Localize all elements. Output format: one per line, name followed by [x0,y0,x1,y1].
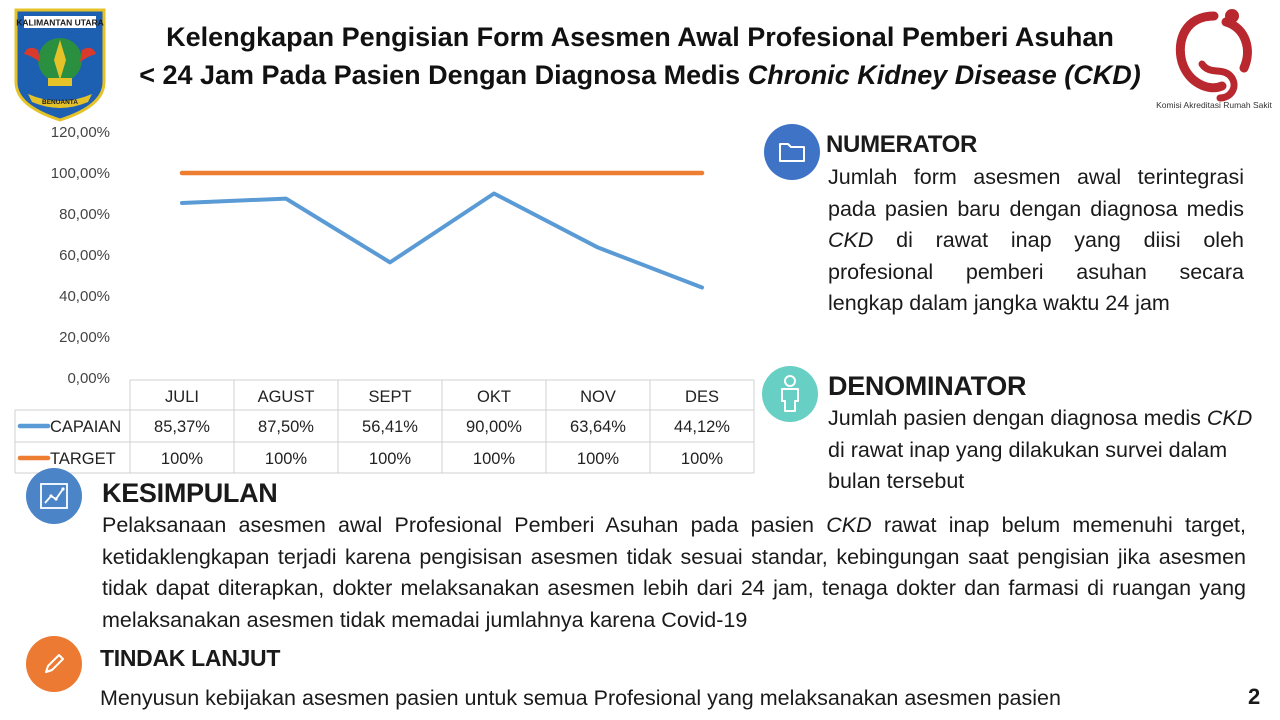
numerator-text [828,162,1244,320]
y-tick-label: 40,00% [59,288,110,305]
numerator-text-part: Jumlah form asesmen awal terintegrasi pada pasien baru dengan diagnosa medis [828,165,1244,221]
kesimpulan-text [102,510,1246,636]
kesimpulan-text-part: Pelaksanaan asesmen awal Profesional Pemberi Asuhan pada pasien [102,513,827,537]
person-icon [762,366,818,422]
x-tick-label: NOV [580,388,616,406]
data-table-cells [20,388,730,468]
numerator-heading: NUMERATOR [826,131,978,158]
emblem-label: KALIMANTAN UTARA [16,17,104,28]
data-label-target: 100% [576,450,620,468]
series-lines [182,173,702,288]
legend-label-capaian: CAPAIAN [50,418,122,436]
data-label-capaian: 87,50% [258,418,314,436]
kesimpulan-text-part: rawat inap belum memenuhi target, ketidaklengkapan terjadi karena pengisisan asesmen tidak sesuai standar, kebingungan saat pengisian jika asesmen tidak dapat diterapkan, dokter melaksanakan asesmen lebih dari 24 jam, tenaga dokter dan farmasi di ruangan yang melaksanakan asesmen tidak memadai jumlahnya karena Covid-19 [102,513,1246,632]
folder-icon [764,124,820,180]
title-line-2 [120,56,1160,94]
tindak-lanjut-heading: TINDAK LANJUT [100,645,281,671]
title-line-2-prefix: < 24 Jam Pada Pasien Dengan Diagnosa Medis [139,60,748,90]
line-chart [10,120,760,480]
data-label-capaian: 85,37% [154,418,210,436]
y-tick-label: 20,00% [59,329,110,346]
denominator-text-part: Jumlah pasien dengan diagnosa medis [828,406,1207,430]
kesimpulan-heading: KESIMPULAN [102,478,278,508]
y-tick-label: 60,00% [59,247,110,264]
y-tick-label: 100,00% [50,165,110,182]
kars-caption: Komisi Akreditasi Rumah Sakit [1156,100,1272,110]
page-number: 2 [1248,684,1261,709]
x-tick-label: SEPT [368,388,412,406]
y-axis-ticks [51,124,110,387]
x-tick-label: DES [685,388,719,406]
y-tick-label: 80,00% [59,206,110,223]
data-label-target: 100% [264,450,308,468]
x-tick-label: JULI [165,388,199,406]
y-tick-label: 0,00% [67,370,110,387]
pencil-icon [26,636,82,692]
page-title [120,18,1160,94]
title-line-2-italic: Chronic Kidney Disease (CKD) [747,60,1141,90]
kalimantan-utara-emblem [8,4,112,122]
title-line-1: Kelengkapan Pengisian Form Asesmen Awal Profesional Pemberi Asuhan [166,22,1114,52]
numerator-text-part: di rawat inap yang diisi oleh profesional pemberi asuhan secara lengkap dalam jangka waktu 24 jam [828,228,1244,315]
series-line-capaian [182,194,702,288]
denominator-text-part: di rawat inap yang dilakukan survei dalam bulan tersebut [828,437,1228,493]
x-tick-label: OKT [477,388,511,406]
y-tick-label: 120,00% [50,124,110,141]
data-label-capaian: 44,12% [674,418,730,436]
data-label-target: 100% [368,450,412,468]
denominator-heading: DENOMINATOR [828,371,1027,401]
denominator-text-italic: CKD [1206,406,1253,430]
data-label-target: 100% [680,450,724,468]
legend-label-target: TARGET [50,450,116,468]
numerator-text-italic: CKD [828,228,874,252]
data-label-target: 100% [472,450,516,468]
emblem-ribbon: BENUANTA [42,99,78,106]
x-tick-label: AGUST [257,388,315,406]
tindak-lanjut-text: Menyusun kebijakan asesmen pasien untuk semua Profesional yang melaksanakan asesmen pasien [100,686,1061,710]
chart-icon [26,468,82,524]
denominator-text [828,403,1260,498]
data-label-capaian: 63,64% [570,418,626,436]
kesimpulan-text-italic: CKD [826,513,872,537]
data-label-capaian: 90,00% [466,418,522,436]
data-label-capaian: 56,41% [362,418,418,436]
data-label-target: 100% [160,450,204,468]
